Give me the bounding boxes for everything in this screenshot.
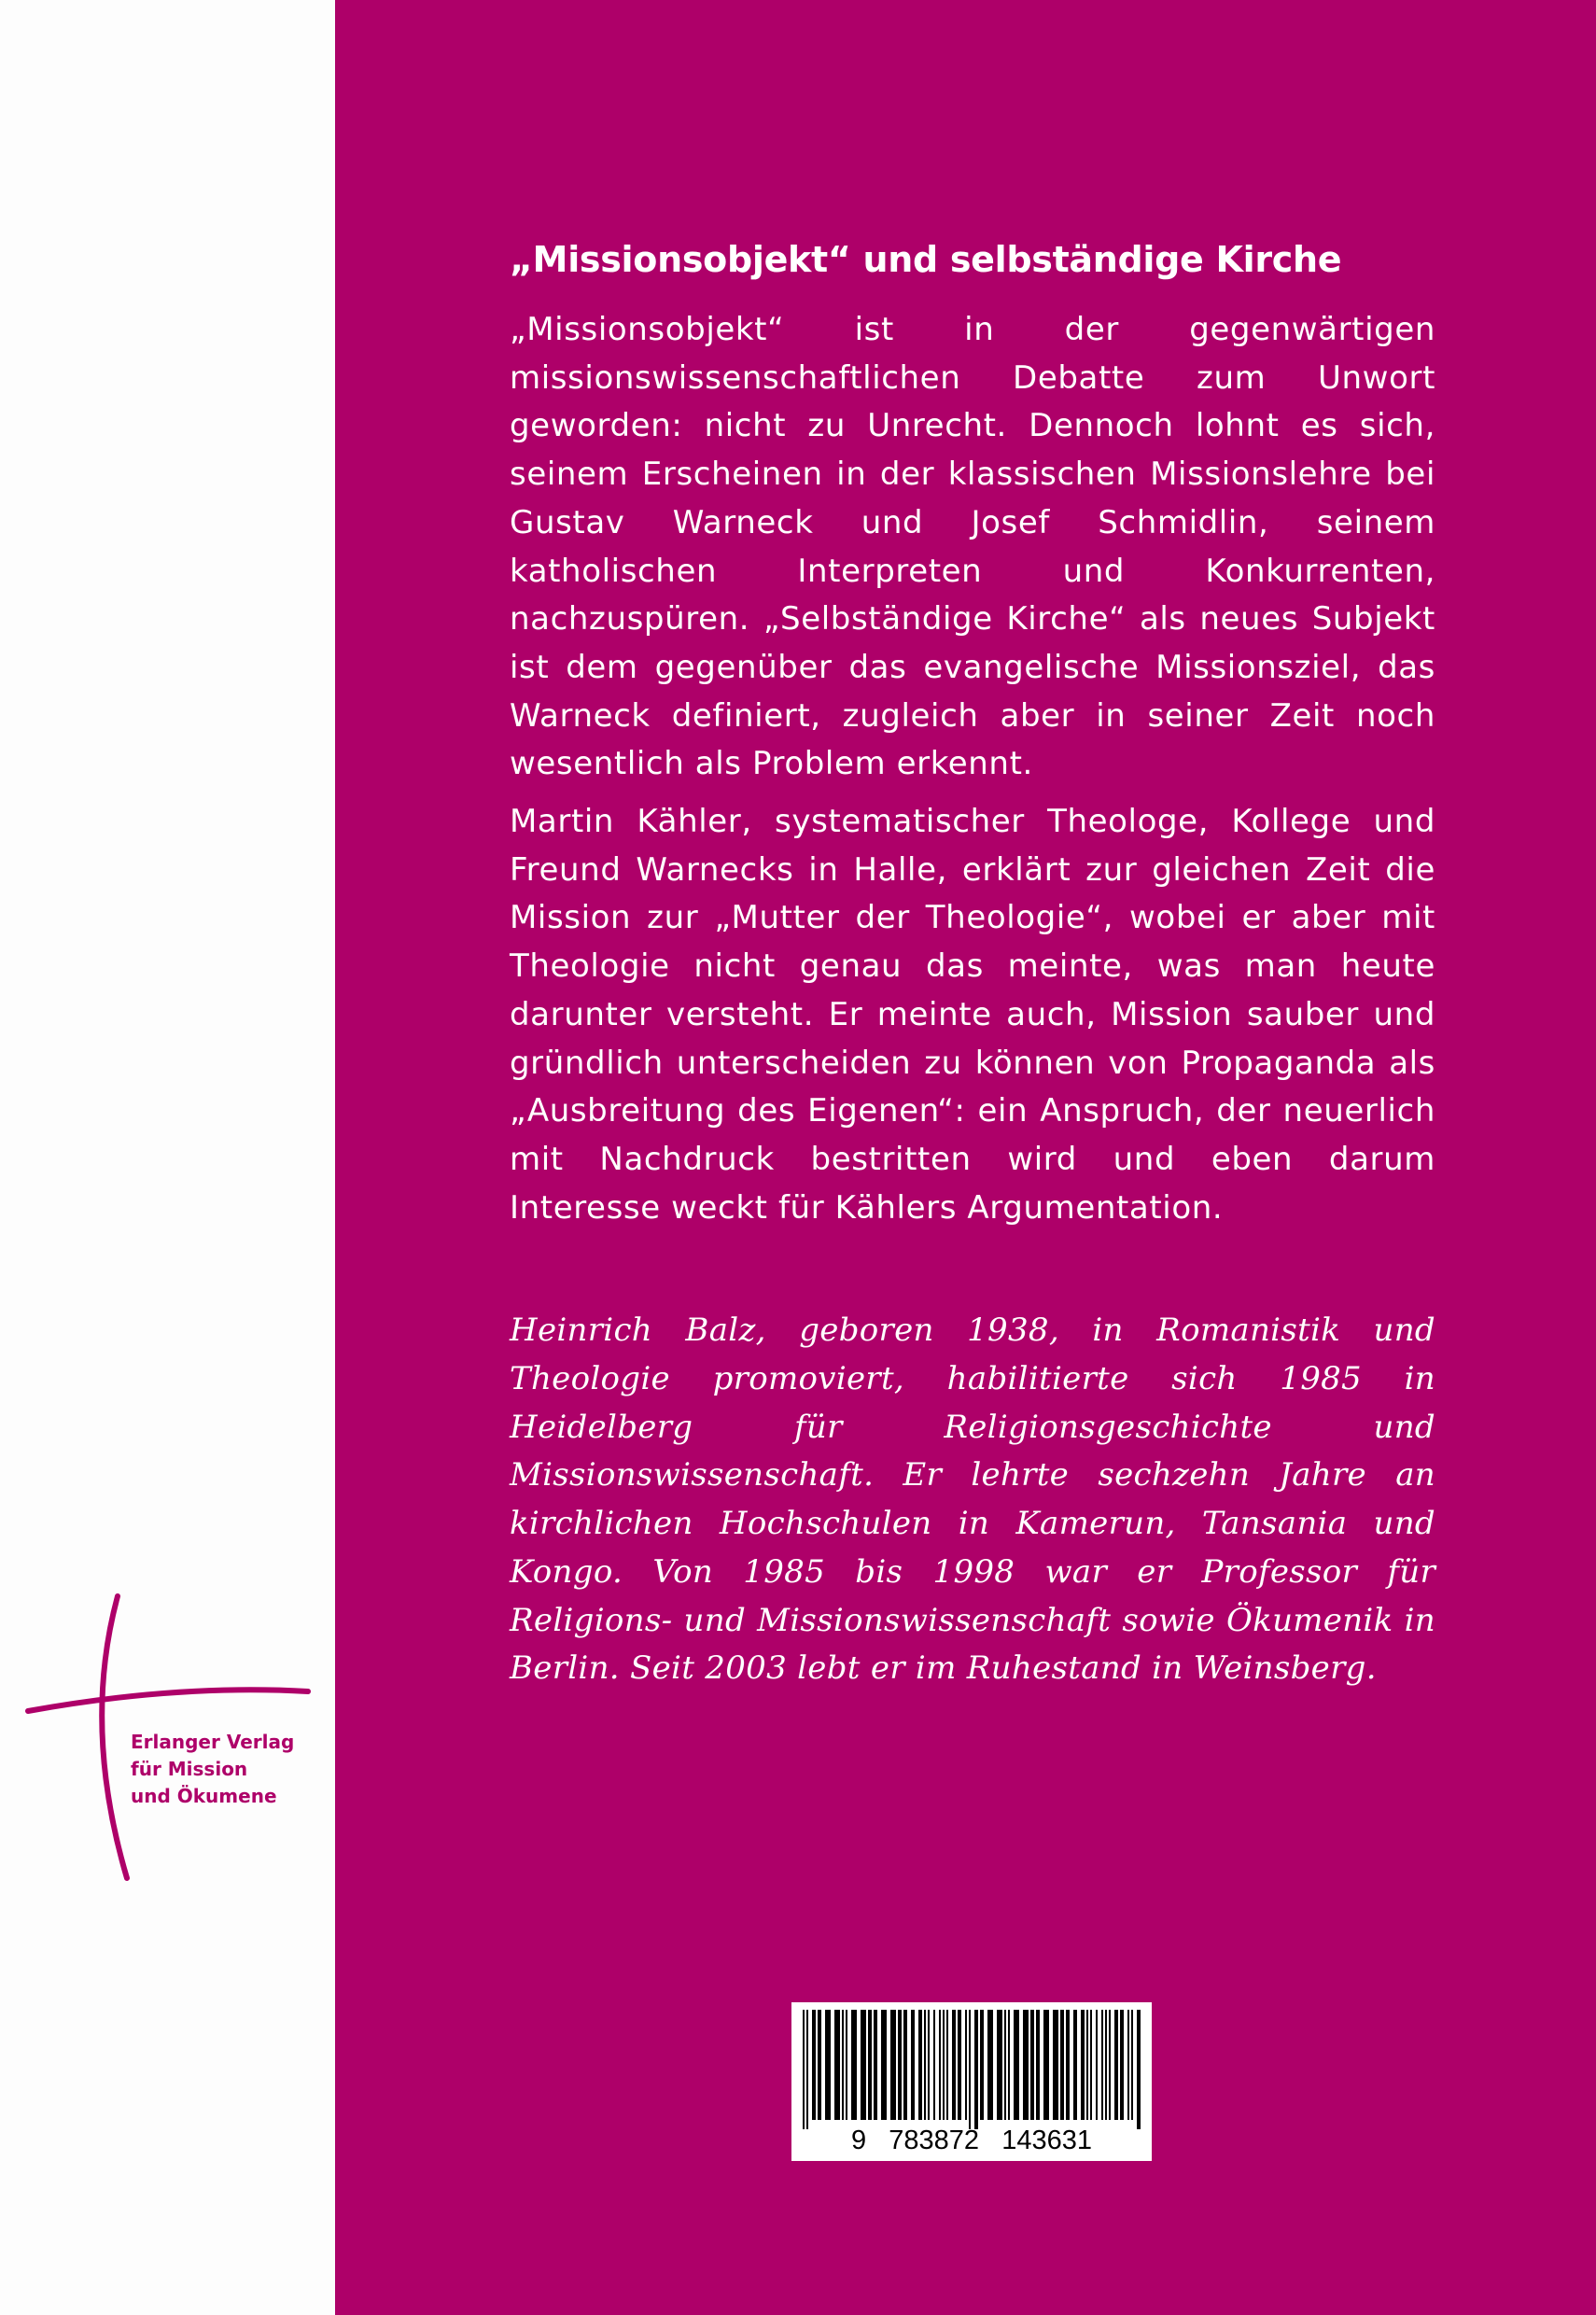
barcode-bar [918,2010,922,2120]
back-cover-text [510,232,1435,1693]
barcode-bar [1131,2010,1133,2120]
publisher-line: für Mission [131,1758,248,1780]
barcode-bar [1081,2010,1085,2120]
barcode-bar [965,2010,967,2120]
barcode-bar [842,2010,844,2120]
barcode-bar [1060,2010,1064,2120]
barcode-bar [987,2010,993,2120]
barcode-bar [1036,2010,1040,2120]
barcode-bar [958,2010,961,2120]
barcode-bar [812,2010,816,2120]
barcode-bar [1030,2010,1034,2120]
barcode-bar [851,2010,857,2120]
publisher-line: und Ökumene [131,1785,277,1807]
barcode-bar [1053,2010,1058,2120]
barcode-bar [1137,2010,1141,2129]
barcode-bar [1004,2010,1006,2120]
barcode-bar [952,2010,956,2120]
book-title-heading: „Missionsobjekt“ und selbständige Kirche [510,239,1342,280]
barcode-bar [946,2010,948,2120]
barcode-bar [861,2010,866,2120]
publisher-name [131,1729,294,1810]
barcode-bar [1043,2010,1049,2120]
barcode-bar [1066,2010,1070,2120]
barcode-bar [943,2010,945,2120]
barcode-bar [933,2010,935,2120]
barcode-bar [903,2010,907,2120]
white-strip [0,0,335,2315]
publisher-line: Erlanger Verlag [131,1731,295,1753]
barcode-bar [1114,2010,1118,2120]
barcode-bar [1073,2010,1077,2120]
author-bio: Heinrich Balz, geboren 1938, in Romanistik und Theologie promoviert, habilitierte sich 1985 in Heidelberg für Religionsgeschichte und Missionswissenschaft. Er lehrte sechzehn Jahre an kirchlichen Hochschulen in Kamerun, Tansania und Kongo. Von 1985 bis 1998 war er Professor für Religions- und Missionswissenschaft sowie Ökumenik in Berlin. Seit 2003 lebt er im Ruhestand in Weinsberg. [510,1312,1435,1688]
barcode-bar [1014,2010,1019,2120]
barcode-bar [846,2010,847,2120]
barcode-bar [806,2010,808,2129]
barcode-number: 9 783872 143631 [850,2126,1093,2155]
barcode-bar [974,2010,978,2129]
barcode-bar [874,2010,877,2120]
isbn-barcode [791,2002,1152,2161]
barcode-bar [890,2010,896,2120]
barcode-bar [980,2010,984,2120]
barcode-bar [1086,2010,1088,2120]
barcode-bar [803,2010,805,2129]
barcode-icon [791,2002,1152,2161]
barcode-bar [881,2010,887,2120]
barcode-bar [1096,2010,1098,2120]
barcode-bar [834,2010,840,2120]
barcode-bar [924,2010,926,2120]
barcode-bar [928,2010,930,2120]
barcode-bar [969,2010,971,2129]
barcode-bar [1120,2010,1124,2120]
barcode-bar [911,2010,915,2120]
barcode-bar [898,2010,902,2120]
barcode-bar [1023,2010,1029,2120]
description-paragraph: Martin Kähler, systematischer Theologe, Kollege und Freund Warnecks in Halle, erklärt zur gleichen Zeit die Mission zur „Mutter der Theologie“, wobei er aber mit Theologie nicht genau das meinte, was man heute darunter versteht. Er meinte auch, Mission sauber und gründlich unterscheiden zu können von Propaganda als „Ausbreitung des Eigenen“: ein Anspruch, der neuerlich mit Nachdruck bestritten wird und eben darum Interesse weckt für Kählers Argumentation. [510,803,1435,1227]
barcode-bar [1109,2010,1111,2120]
barcode-bar [997,2010,1002,2120]
publisher-logo [0,1587,335,1886]
barcode-bar [825,2010,831,2120]
barcode-bar [939,2010,941,2120]
barcode-bar [1008,2010,1010,2120]
barcode-bar [1101,2010,1103,2120]
barcode-bar [1090,2010,1092,2120]
barcode-bar [1127,2010,1129,2120]
barcode-bar [818,2010,821,2120]
description-paragraph: „Missionsobjekt“ ist in der gegenwärtigen missionswissenschaftlichen Debatte zum Unwort geworden: nicht zu Unrecht. Dennoch lohnt es sich, seinem Erscheinen in der klassischen Missionslehre bei Gustav Warneck und Josef Schmidlin, seinem katholischen Interpreten und Konkurrenten, nachzuspüren. „Selbständige Kirche“ als neues Subjekt ist dem gegenüber das evangelische Missionsziel, das Warneck definiert, zugleich aber in seiner Zeit noch wesentlich als Problem erkennt. [510,311,1435,783]
barcode-bar [1105,2010,1107,2120]
barcode-bar [868,2010,872,2120]
